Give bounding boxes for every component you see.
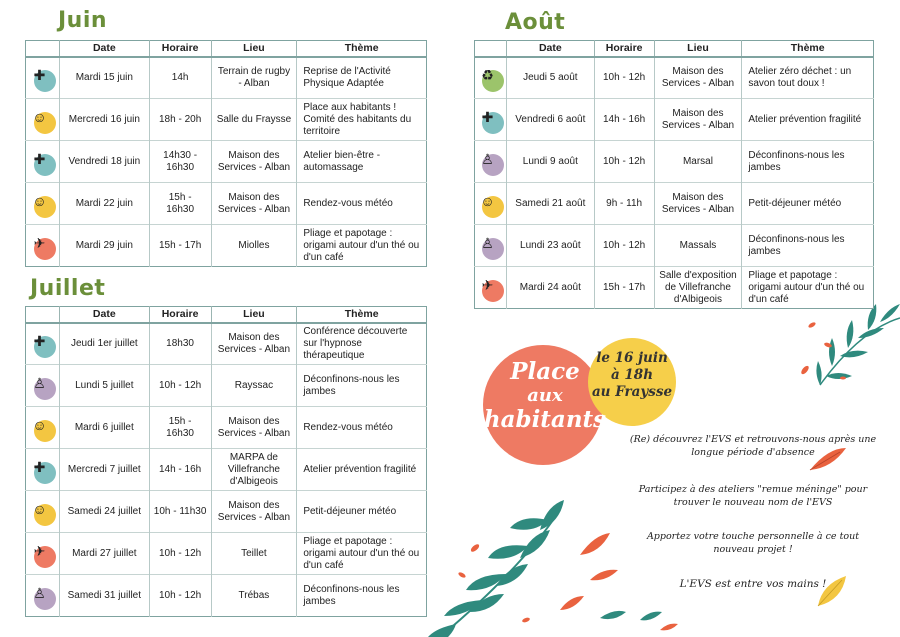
cell-time: 15h - 16h30 bbox=[149, 183, 211, 225]
cell-date: Lundi 5 juillet bbox=[59, 365, 149, 407]
cell-time: 14h - 16h bbox=[149, 449, 211, 491]
header-theme: Thème bbox=[742, 41, 874, 57]
walking-icon: ♙ bbox=[476, 232, 504, 260]
medical-kit-icon: ✚ bbox=[28, 148, 56, 176]
cell-place: Maison des Services - Alban bbox=[211, 323, 297, 365]
table-row bbox=[26, 533, 427, 575]
cell-place: Maison des Services - Alban bbox=[211, 141, 297, 183]
header-date: Date bbox=[59, 41, 149, 57]
walking-icon: ♙ bbox=[28, 372, 56, 400]
people-icon: ☺ bbox=[28, 498, 56, 526]
cell-time: 18h30 bbox=[149, 323, 211, 365]
table-header-row bbox=[475, 41, 874, 57]
table-row bbox=[26, 407, 427, 449]
cell-theme: Reprise de l'Activité Physique Adaptée bbox=[297, 57, 427, 99]
table-row bbox=[26, 225, 427, 267]
cell-place: Maison des Services - Alban bbox=[654, 183, 742, 225]
header-date: Date bbox=[59, 307, 149, 323]
header-lieu: Lieu bbox=[211, 307, 297, 323]
cell-time: 14h - 16h bbox=[594, 99, 654, 141]
cell-place: Maison des Services - Alban bbox=[654, 99, 742, 141]
cell-date: Mardi 22 juin bbox=[59, 183, 149, 225]
header-theme: Thème bbox=[297, 41, 427, 57]
cell-theme: Rendez-vous météo bbox=[297, 407, 427, 449]
leaf-branch-top-right-icon bbox=[800, 304, 900, 385]
header-date: Date bbox=[506, 41, 594, 57]
medical-kit-icon: ✚ bbox=[28, 330, 56, 358]
table-row bbox=[475, 183, 874, 225]
cell-time: 10h - 12h bbox=[594, 141, 654, 183]
table-header-row bbox=[26, 307, 427, 323]
table-row bbox=[26, 365, 427, 407]
cell-theme: Atelier prévention fragilité bbox=[742, 99, 874, 141]
table-row bbox=[26, 141, 427, 183]
cell-place: Miolles bbox=[211, 225, 297, 267]
cell-date: Mardi 29 juin bbox=[59, 225, 149, 267]
cell-place: MARPA de Villefranche d'Albigeois bbox=[211, 449, 297, 491]
cell-date: Samedi 21 août bbox=[506, 183, 594, 225]
people-icon: ☺ bbox=[28, 414, 56, 442]
promo-text-1: (Re) découvrez l'EVS et retrouvons-nous après une longue période d'absence bbox=[629, 434, 877, 458]
people-icon: ☺ bbox=[476, 190, 504, 218]
cell-theme: Pliage et papotage : origami autour d'un thé ou d'un café bbox=[297, 225, 427, 267]
cell-place: Rayssac bbox=[211, 365, 297, 407]
header-lieu: Lieu bbox=[211, 41, 297, 57]
schedule-table-aout bbox=[474, 40, 874, 309]
header-horaire: Horaire bbox=[594, 41, 654, 57]
people-icon: ☺ bbox=[28, 106, 56, 134]
month-title-juin: Juin bbox=[58, 8, 108, 33]
cell-time: 14h30 - 16h30 bbox=[149, 141, 211, 183]
cell-theme: Pliage et papotage : origami autour d'un thé ou d'un café bbox=[297, 533, 427, 575]
walking-icon: ♙ bbox=[28, 582, 56, 610]
medical-kit-icon: ✚ bbox=[28, 64, 56, 92]
cell-date: Samedi 24 juillet bbox=[59, 491, 149, 533]
cell-date: Jeudi 1er juillet bbox=[59, 323, 149, 365]
schedule-table-juin bbox=[25, 40, 427, 267]
origami-bird-icon: ✈ bbox=[476, 274, 504, 302]
table-row bbox=[26, 575, 427, 617]
medical-kit-icon: ✚ bbox=[476, 106, 504, 134]
cell-date: Jeudi 5 août bbox=[506, 57, 594, 99]
table-row bbox=[26, 449, 427, 491]
cell-theme: Rendez-vous météo bbox=[297, 183, 427, 225]
month-title-juillet: Juillet bbox=[30, 276, 106, 301]
cell-date: Mercredi 7 juillet bbox=[59, 449, 149, 491]
cell-place: Teillet bbox=[211, 533, 297, 575]
table-row bbox=[475, 225, 874, 267]
cell-theme: Déconfinons-nous les jambes bbox=[742, 141, 874, 183]
cell-time: 9h - 11h bbox=[594, 183, 654, 225]
cell-time: 10h - 12h bbox=[594, 57, 654, 99]
table-row bbox=[26, 491, 427, 533]
leaf-branch-bottom-icon bbox=[428, 500, 564, 637]
cell-place: Trébas bbox=[211, 575, 297, 617]
cell-date: Lundi 23 août bbox=[506, 225, 594, 267]
cell-time: 10h - 11h30 bbox=[149, 491, 211, 533]
table-header-row bbox=[26, 41, 427, 57]
promo-text-4: L'EVS est entre vos mains ! bbox=[679, 578, 827, 590]
header-lieu: Lieu bbox=[654, 41, 742, 57]
cell-place: Salle d'exposition de Villefranche d'Albigeois bbox=[654, 267, 742, 309]
cell-date: Vendredi 18 juin bbox=[59, 141, 149, 183]
cell-time: 10h - 12h bbox=[149, 533, 211, 575]
cell-place: Maison des Services - Alban bbox=[211, 407, 297, 449]
cell-time: 10h - 12h bbox=[149, 365, 211, 407]
cell-place: Salle du Fraysse bbox=[211, 99, 297, 141]
promo-title: Place aux habitants bbox=[483, 358, 607, 433]
table-row bbox=[26, 57, 427, 99]
cell-theme: Atelier zéro déchet : un savon tout doux ! bbox=[742, 57, 874, 99]
cell-place: Maison des Services - Alban bbox=[654, 57, 742, 99]
cell-date: Mardi 27 juillet bbox=[59, 533, 149, 575]
table-row bbox=[26, 183, 427, 225]
cell-theme: Déconfinons-nous les jambes bbox=[742, 225, 874, 267]
cell-time: 14h bbox=[149, 57, 211, 99]
table-row bbox=[475, 267, 874, 309]
cell-time: 15h - 17h bbox=[594, 267, 654, 309]
table-row bbox=[475, 141, 874, 183]
table-row bbox=[475, 57, 874, 99]
cell-theme: Déconfinons-nous les jambes bbox=[297, 575, 427, 617]
cell-date: Mardi 24 août bbox=[506, 267, 594, 309]
cell-time: 10h - 12h bbox=[149, 575, 211, 617]
schedule-table-juillet bbox=[25, 306, 427, 617]
cell-theme: Atelier prévention fragilité bbox=[297, 449, 427, 491]
people-icon: ☺ bbox=[28, 190, 56, 218]
cell-date: Lundi 9 août bbox=[506, 141, 594, 183]
table-row bbox=[26, 99, 427, 141]
cell-date: Mardi 6 juillet bbox=[59, 407, 149, 449]
header-horaire: Horaire bbox=[149, 41, 211, 57]
origami-bird-icon: ✈ bbox=[28, 232, 56, 260]
cell-place: Massals bbox=[654, 225, 742, 267]
cell-time: 18h - 20h bbox=[149, 99, 211, 141]
table-row bbox=[26, 323, 427, 365]
promo-date: le 16 juin à 18h au Fraysse bbox=[591, 350, 673, 400]
walking-icon: ♙ bbox=[476, 148, 504, 176]
header-theme: Thème bbox=[297, 307, 427, 323]
cell-place: Maison des Services - Alban bbox=[211, 183, 297, 225]
medical-kit-icon: ✚ bbox=[28, 456, 56, 484]
cell-time: 15h - 17h bbox=[149, 225, 211, 267]
cell-place: Terrain de rugby - Alban bbox=[211, 57, 297, 99]
origami-bird-icon: ✈ bbox=[28, 540, 56, 568]
cell-theme: Petit-déjeuner météo bbox=[297, 491, 427, 533]
table-row bbox=[475, 99, 874, 141]
cell-place: Maison des Services - Alban bbox=[211, 491, 297, 533]
cell-theme: Place aux habitants ! Comité des habitants du territoire bbox=[297, 99, 427, 141]
header-horaire: Horaire bbox=[149, 307, 211, 323]
cell-theme: Conférence découverte sur l'hypnose thérapeutique bbox=[297, 323, 427, 365]
cell-time: 10h - 12h bbox=[594, 225, 654, 267]
promo-text-2: Participez à des ateliers "remue méninge" pour trouver le nouveau nom de l'EVS bbox=[638, 484, 868, 508]
recycle-icon: ♻ bbox=[476, 64, 504, 92]
cell-date: Samedi 31 juillet bbox=[59, 575, 149, 617]
cell-theme: Petit-déjeuner météo bbox=[742, 183, 874, 225]
cell-date: Mardi 15 juin bbox=[59, 57, 149, 99]
cell-date: Vendredi 6 août bbox=[506, 99, 594, 141]
cell-theme: Atelier bien-être - automassage bbox=[297, 141, 427, 183]
promo-text-3: Apportez votre touche personnelle à ce tout nouveau projet ! bbox=[646, 531, 860, 555]
cell-theme: Déconfinons-nous les jambes bbox=[297, 365, 427, 407]
cell-theme: Pliage et papotage : origami autour d'un thé ou d'un café bbox=[742, 267, 874, 309]
cell-place: Marsal bbox=[654, 141, 742, 183]
cell-time: 15h - 16h30 bbox=[149, 407, 211, 449]
cell-date: Mercredi 16 juin bbox=[59, 99, 149, 141]
month-title-aout: Août bbox=[505, 10, 566, 35]
